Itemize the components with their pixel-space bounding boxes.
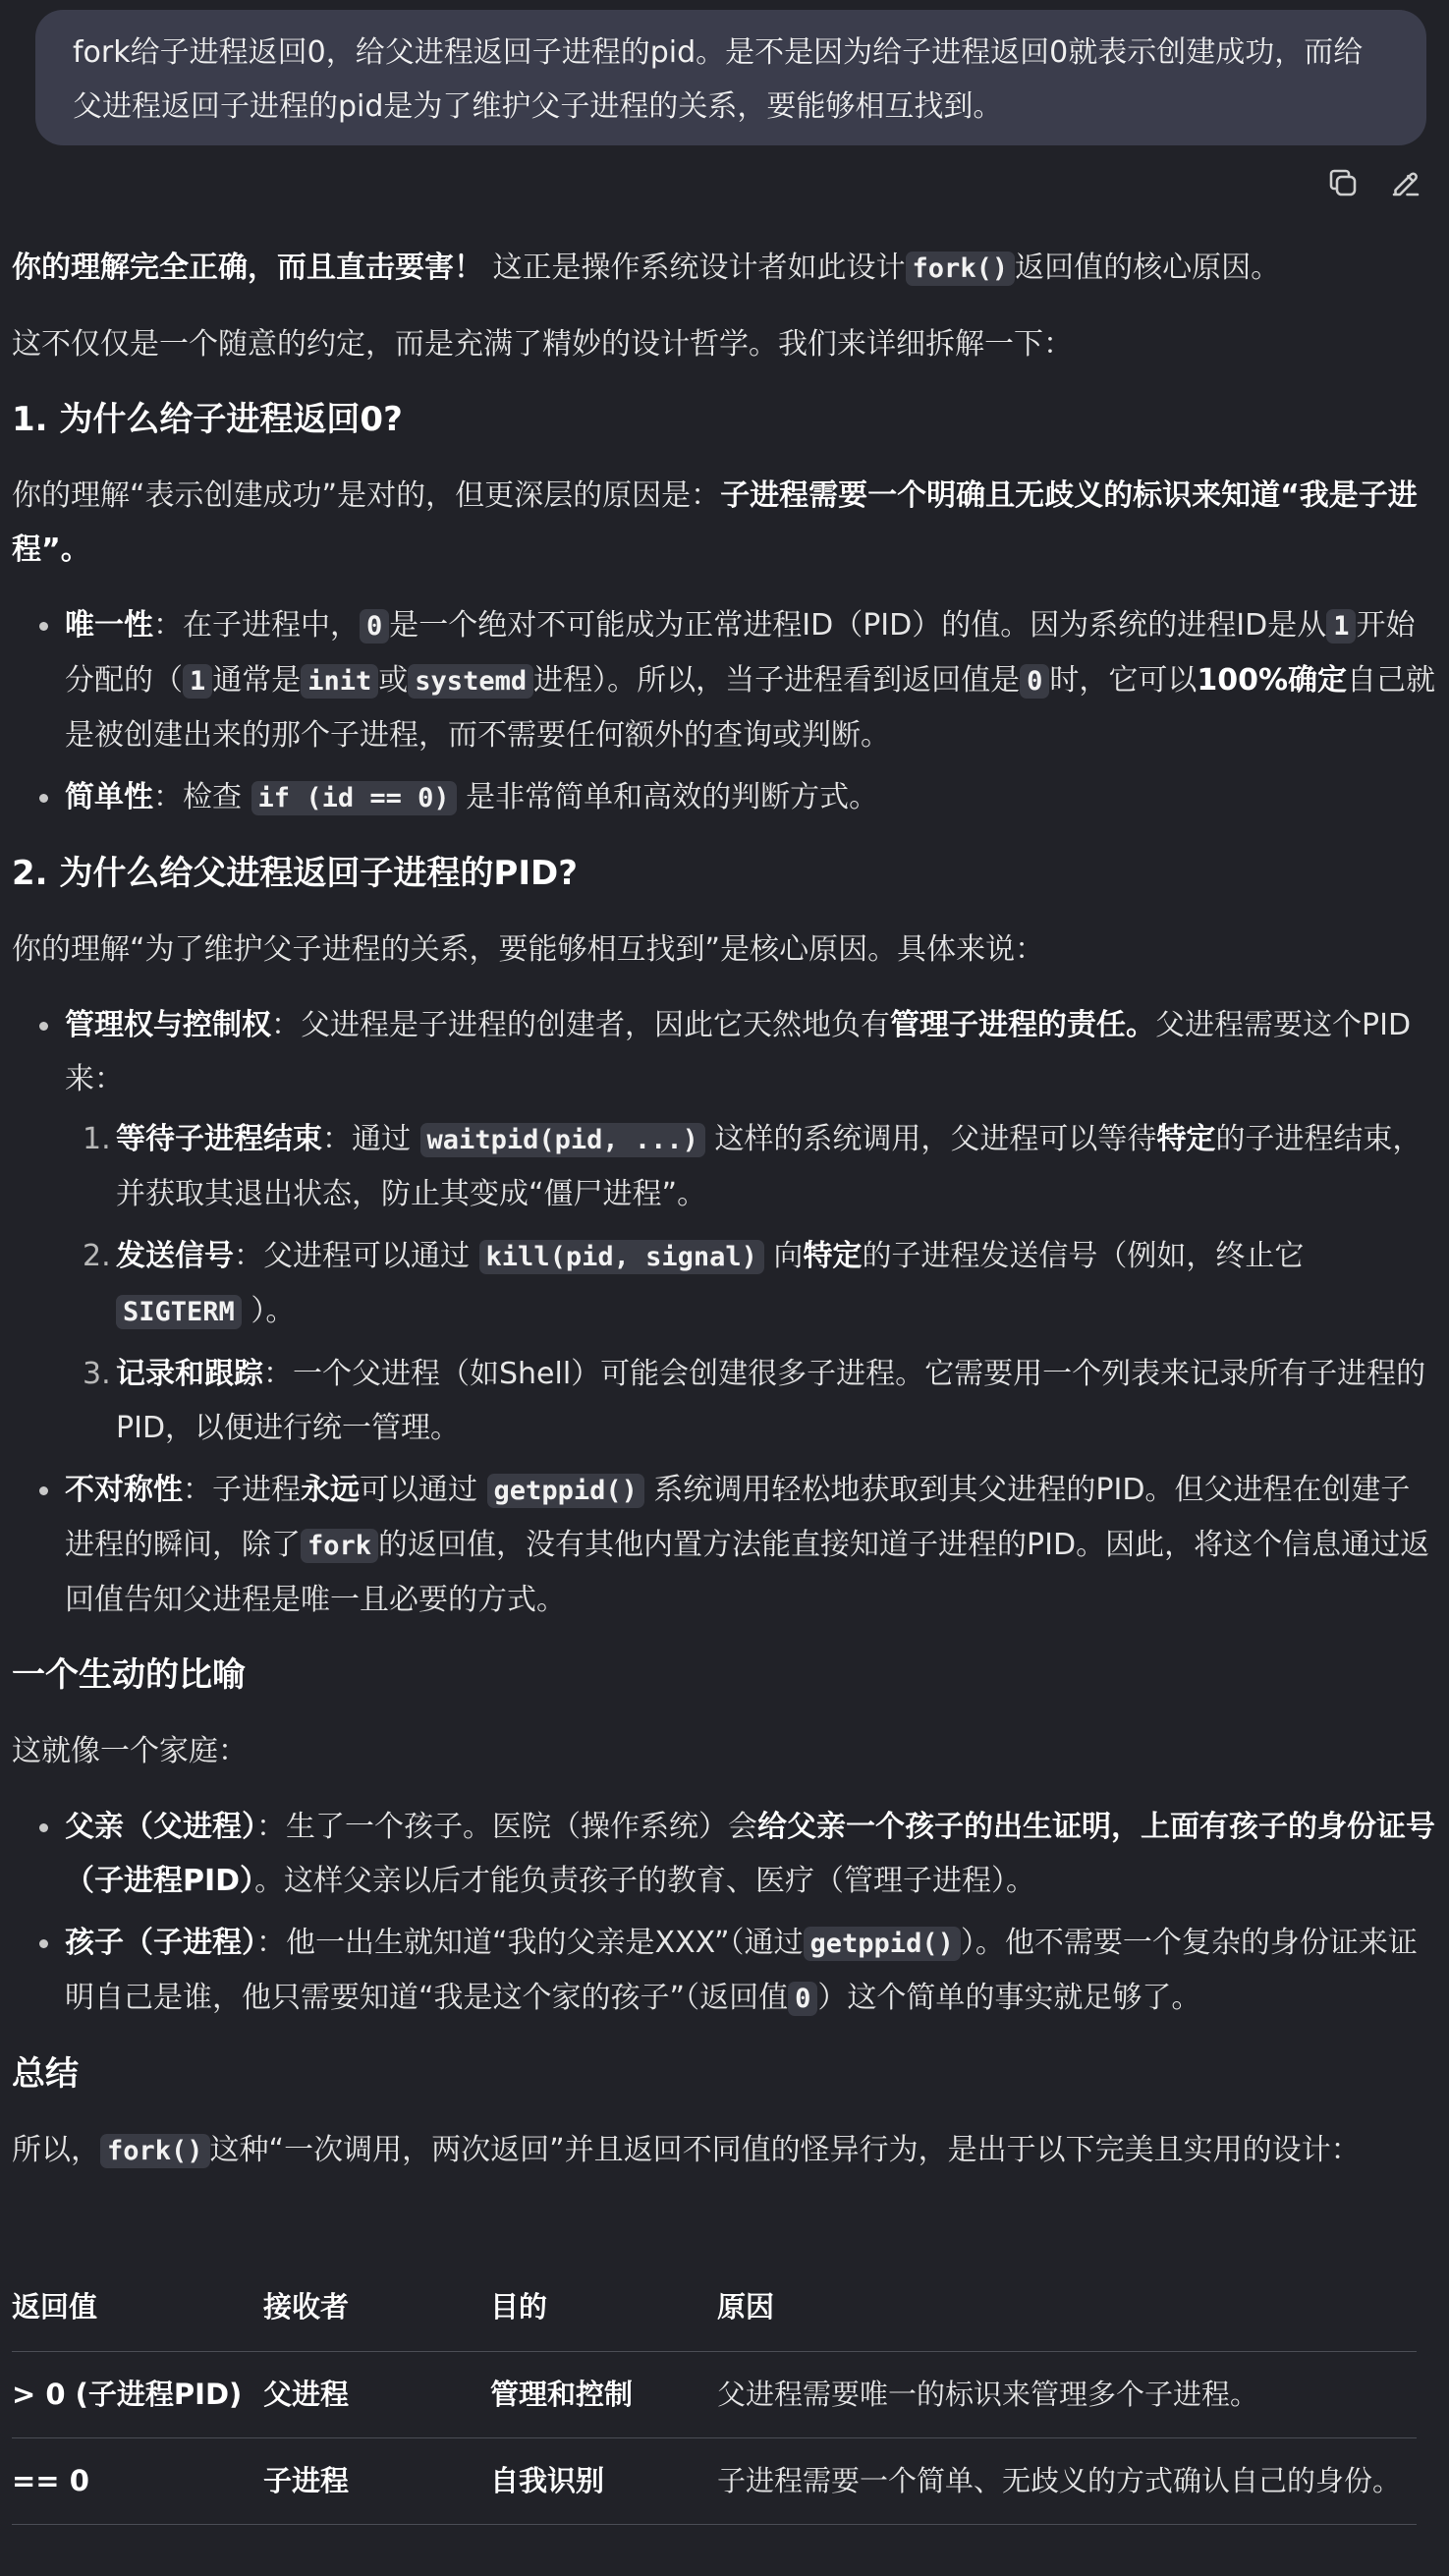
numbered-list — [12, 1112, 1436, 1455]
item-text: ）。他不需要一个复杂的身份证来证明自己是谁，他只需要知道“我是这个家的孩子”（返回值 — [65, 1926, 1418, 2015]
numbered-item — [65, 1229, 1436, 1339]
item-text: ：一个父进程（如Shell）可能会创建很多子进程。它需要用一个列表来记录所有子进程的PID，以便进行统一管理。 — [116, 1357, 1426, 1445]
section-1-paragraph — [12, 469, 1436, 577]
item-text: ：在子进程中， — [153, 608, 360, 643]
list-item — [12, 1463, 1436, 1627]
item-text: 可以通过 — [360, 1473, 487, 1507]
table-header-cell: 目的 — [490, 2265, 717, 2351]
paragraph-bold: 子进程需要一个明确且无歧义的标识来知道“我是子进程”。 — [12, 478, 1418, 567]
inline-code: kill(pid, signal) — [479, 1240, 764, 1274]
item-text: 开始分配的（ — [65, 608, 1416, 698]
paragraph-text: 这种“一次调用，两次返回”并且返回不同值的怪异行为，是出于以下完美且实用的设计： — [209, 2133, 1361, 2167]
list-item — [12, 998, 1436, 1455]
assistant-reply — [12, 241, 1436, 2178]
pencil-icon[interactable] — [1384, 161, 1427, 204]
intro-paragraph-2: 这不仅仅是一个随意的约定，而是充满了精妙的设计哲学。我们来详细拆解一下： — [12, 327, 1073, 362]
item-bold: 特定 — [803, 1239, 863, 1273]
paragraph-text: 你的理解“表示创建成功”是对的，但更深层的原因是： — [12, 478, 721, 513]
item-text: 时，它可以 — [1049, 663, 1198, 698]
table-header-cell: 接收者 — [263, 2265, 490, 2351]
item-text: 这样的系统调用，父进程可以等待 — [704, 1122, 1157, 1156]
item-text: ）这个简单的事实就足够了。 — [817, 1981, 1201, 2015]
intro-text: 返回值的核心原因。 — [1015, 251, 1281, 285]
inline-code: waitpid(pid, ...) — [420, 1123, 705, 1157]
inline-code: init — [301, 664, 378, 699]
item-text: ：他一出生就知道“我的父亲是XXX”（通过 — [256, 1926, 804, 1960]
inline-code: systemd — [408, 664, 533, 699]
item-text: ：通过 — [322, 1122, 420, 1156]
table-row — [12, 2351, 1417, 2437]
summary-table — [12, 2265, 1417, 2525]
inline-code: 1 — [183, 664, 212, 699]
intro-paragraph — [12, 241, 1436, 296]
inline-code: getppid() — [804, 1927, 961, 1961]
list-item — [12, 1916, 1436, 2026]
item-label: 父亲（父进程） — [65, 1810, 256, 1844]
item-text: ：子进程 — [183, 1473, 301, 1507]
item-bold: 特定 — [1156, 1122, 1216, 1156]
table-cell: > 0 (子进程PID) — [12, 2351, 263, 2437]
item-text: 的返回值，没有其他内置方法能直接知道子进程的PID。因此，将这个信息通过返回值告知父进程是唯一且必要的方式。 — [65, 1528, 1430, 1617]
inline-code: getppid() — [487, 1474, 644, 1508]
item-bold: 管理子进程的责任。 — [890, 1008, 1155, 1042]
table-cell: 父进程需要唯一的标识来管理多个子进程。 — [717, 2351, 1417, 2437]
item-number: 3. — [83, 1357, 111, 1391]
section-heading-4: 总结 — [12, 2054, 79, 2094]
table-cell: 管理和控制 — [490, 2351, 717, 2437]
table-header-row — [12, 2265, 1417, 2351]
item-text: 系统调用轻松地获取到其父进程的PID。但父进程在创建子进程的瞬间，除了 — [65, 1473, 1411, 1562]
item-number: 1. — [83, 1122, 111, 1156]
inline-code: fork — [301, 1529, 378, 1563]
item-text: ）。 — [241, 1294, 296, 1328]
item-label: 唯一性 — [65, 608, 153, 643]
item-label: 发送信号 — [116, 1239, 234, 1273]
numbered-item — [65, 1112, 1436, 1221]
copy-icon[interactable] — [1321, 161, 1365, 204]
section-3-list — [12, 1800, 1436, 2026]
item-text: 的子进程发送信号（例如，终止它 — [862, 1239, 1305, 1273]
inline-code: if (id == 0) — [251, 781, 457, 815]
list-item — [12, 1800, 1436, 1908]
item-text: 向 — [763, 1239, 804, 1273]
user-message-text: fork给子进程返回0，给父进程返回子进程的pid。是不是因为给子进程返回0就表示创建成功，而给父进程返回子进程的pid是为了维护父子进程的关系，要能够相互找到。 — [73, 35, 1364, 124]
item-text: ：父进程是子进程的创建者，因此它天然地负有 — [271, 1008, 890, 1042]
item-text: 的子进程结束，并获取其退出状态，防止其变成“僵尸进程”。 — [116, 1122, 1422, 1211]
list-item — [12, 770, 1436, 825]
inline-code: 0 — [360, 609, 389, 644]
item-text: 父进程需要这个PID来： — [65, 1008, 1412, 1096]
intro-bold: 你的理解完全正确，而且直击要害！ — [12, 251, 483, 285]
table-cell: 父进程 — [263, 2351, 490, 2437]
inline-code: SIGTERM — [116, 1295, 242, 1329]
item-label: 简单性 — [65, 780, 153, 814]
table-header-cell: 原因 — [717, 2265, 1417, 2351]
item-text: 自己就是被创建出来的那个子进程，而不需要任何额外的查询或判断。 — [65, 663, 1436, 753]
item-text: 是一个绝对不可能成为正常进程ID（PID）的值。因为系统的进程ID是从 — [389, 608, 1327, 643]
message-action-bar — [1321, 161, 1429, 206]
item-bold: 100%确定 — [1197, 663, 1348, 698]
section-heading-1: 1. 为什么给子进程返回0? — [12, 400, 403, 439]
inline-code: 0 — [1020, 664, 1049, 699]
item-text: ：生了一个孩子。医院（操作系统）会 — [256, 1810, 757, 1844]
section-2-list — [12, 998, 1436, 1627]
item-label: 不对称性 — [65, 1473, 183, 1507]
item-text: ：检查 — [153, 780, 251, 814]
section-heading-3: 一个生动的比喻 — [12, 1655, 246, 1695]
inline-code: fork() — [906, 252, 1016, 286]
table-header-cell: 返回值 — [12, 2265, 263, 2351]
section-2-paragraph: 你的理解“为了维护父子进程的关系，要能够相互找到”是核心原因。具体来说： — [12, 932, 1045, 967]
item-text: 是非常简单和高效的判断方式。 — [456, 780, 879, 814]
inline-code: fork() — [100, 2134, 210, 2168]
table-row — [12, 2437, 1417, 2524]
section-heading-2: 2. 为什么给父进程返回子进程的PID? — [12, 854, 578, 893]
item-label: 管理权与控制权 — [65, 1008, 271, 1042]
item-label: 等待子进程结束 — [116, 1122, 322, 1156]
item-number: 2. — [83, 1239, 111, 1273]
item-bold: 给父亲一个孩子的出生证明，上面有孩子的身份证号（子进程PID） — [65, 1810, 1435, 1898]
table-cell: 子进程 — [263, 2437, 490, 2524]
inline-code: 0 — [788, 1982, 817, 2016]
item-text: ：父进程可以通过 — [234, 1239, 479, 1273]
numbered-item — [65, 1347, 1436, 1455]
section-3-paragraph: 这就像一个家庭： — [12, 1734, 248, 1768]
item-text: 通常是 — [212, 663, 302, 698]
item-text: 进程）。所以，当子进程看到返回值是 — [533, 663, 1021, 698]
item-bold: 永远 — [301, 1473, 360, 1507]
section-4-paragraph — [12, 2123, 1436, 2178]
item-label: 孩子（子进程） — [65, 1926, 256, 1960]
table-cell: == 0 — [12, 2437, 263, 2524]
item-text: 。这样父亲以后才能负责孩子的教育、医疗（管理子进程）。 — [254, 1864, 1036, 1898]
item-body — [65, 998, 1436, 1106]
intro-text: 这正是操作系统设计者如此设计 — [483, 251, 906, 285]
table-cell: 子进程需要一个简单、无歧义的方式确认自己的身份。 — [717, 2437, 1417, 2524]
user-message-bubble — [35, 10, 1426, 145]
item-label: 记录和跟踪 — [116, 1357, 263, 1391]
table-cell: 自我识别 — [490, 2437, 717, 2524]
inline-code: 1 — [1326, 609, 1356, 644]
paragraph-text: 所以， — [12, 2133, 100, 2167]
item-text: 或 — [378, 663, 409, 698]
list-item — [12, 598, 1436, 762]
section-1-list — [12, 598, 1436, 825]
